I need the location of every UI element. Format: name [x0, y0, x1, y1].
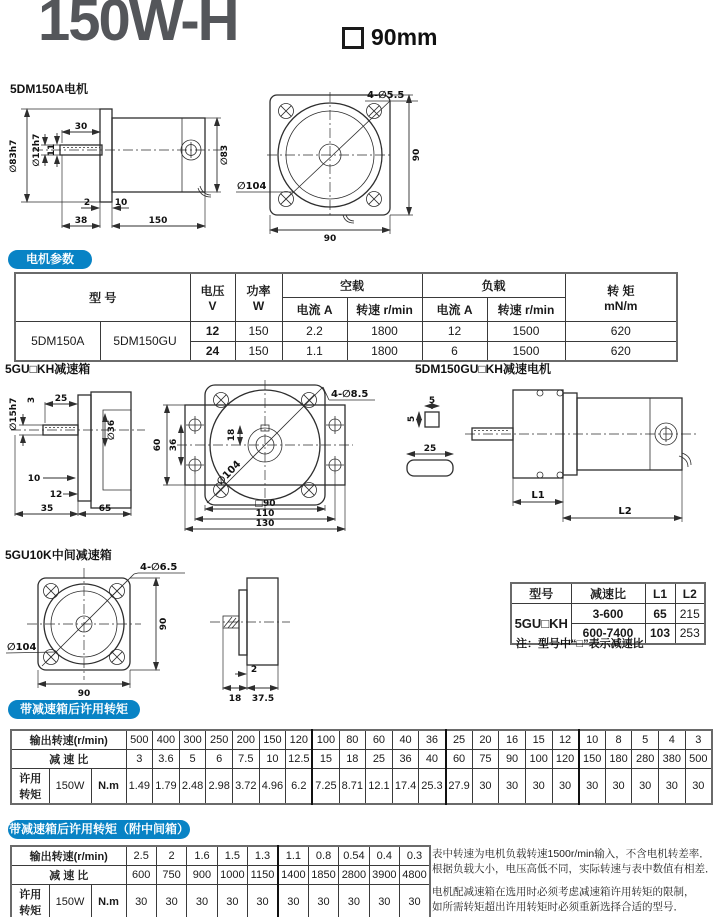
cell: 10	[259, 750, 286, 769]
dim-label: 110	[255, 509, 275, 519]
dim-label: ∅104	[215, 458, 244, 488]
cell: 1.49	[126, 769, 153, 805]
cell: 30	[187, 885, 217, 917]
cell: 120	[552, 750, 579, 769]
cell: 280	[632, 750, 659, 769]
cell: 103	[645, 624, 675, 644]
footnote-speed	[432, 847, 720, 876]
page-title: 150W-H	[38, 0, 238, 53]
col-header-load-current: 电流 A	[422, 297, 487, 321]
row-header-ratio: 减 速 比	[11, 750, 126, 769]
dim-label: ∅36	[107, 419, 117, 441]
cell: 400	[153, 730, 180, 750]
cell: 24	[190, 341, 235, 361]
cell: 150	[235, 321, 282, 341]
dim-label: 37.5	[251, 694, 275, 704]
col-header-ratio: 减速比	[571, 583, 645, 604]
cell: 25.3	[419, 769, 446, 805]
col-header-load-speed: 转速 r/min	[487, 297, 565, 321]
motor-params-table	[14, 272, 678, 362]
cell: 3	[126, 750, 153, 769]
cell: 8.71	[339, 769, 366, 805]
cell: 0.54	[339, 846, 369, 866]
cell: 2800	[339, 866, 369, 885]
dim-label: 25	[54, 394, 68, 404]
cell: 1.1	[282, 341, 347, 361]
dim-label: □90	[254, 499, 276, 509]
dim-label: 90	[77, 689, 91, 699]
col-header-noload: 空载	[282, 273, 422, 297]
dim-label: 10	[27, 474, 41, 484]
dim-label: 18	[228, 694, 242, 704]
cell: 600-7400	[571, 624, 645, 644]
dim-label: 10	[114, 198, 128, 208]
row-header-allowable-torque: 许用 转矩	[11, 885, 49, 917]
section-badge-params: 电机参数	[8, 250, 92, 269]
dim-label: ∅83	[220, 144, 230, 166]
row-header-allowable-torque: 许用 转矩	[11, 769, 49, 805]
cell: 30	[472, 769, 499, 805]
cell: 30	[579, 769, 606, 805]
cell: 4	[659, 730, 686, 750]
cell: 1.79	[153, 769, 180, 805]
cell: 6	[422, 341, 487, 361]
cell: 7.25	[312, 769, 339, 805]
cell: 18	[339, 750, 366, 769]
dim-label: 90	[159, 617, 169, 631]
cell: 3.6	[153, 750, 180, 769]
cell: 7.5	[233, 750, 260, 769]
cell: 8	[605, 730, 632, 750]
cell: 1.5	[217, 846, 247, 866]
dim-label: 18	[227, 428, 237, 442]
cell: 1.6	[187, 846, 217, 866]
dim-label: ∅15h7	[9, 397, 19, 431]
dim-label: 150	[148, 216, 168, 226]
cell: 10	[579, 730, 606, 750]
cell: 1500	[487, 321, 565, 341]
cell: 30	[632, 769, 659, 805]
cell: 100	[525, 750, 552, 769]
cell: 25	[366, 750, 393, 769]
cell: 5	[179, 750, 206, 769]
col-header-power: 功率 W	[235, 273, 282, 321]
cell: 12.1	[366, 769, 393, 805]
cell: 27.9	[446, 769, 473, 805]
cell: 6.2	[286, 769, 313, 805]
col-header-model: 型 号	[15, 273, 190, 321]
cell: 30	[339, 885, 369, 917]
col-header-l2: L2	[675, 583, 705, 604]
cell: 30	[552, 769, 579, 805]
section-badge-torque1: 带减速箱后许用转矩	[8, 700, 140, 719]
cell: 30	[659, 769, 686, 805]
cell: 2.98	[206, 769, 233, 805]
cell: 215	[675, 604, 705, 624]
col-header-load: 负载	[422, 273, 565, 297]
cell: 30	[685, 769, 712, 805]
dim-label: 3	[27, 396, 37, 404]
cell: 30	[126, 885, 156, 917]
col-header-noload-current: 电流 A	[282, 297, 347, 321]
cell: 65	[645, 604, 675, 624]
gearbox-drawing-label: 5GU□KH减速箱	[5, 362, 91, 376]
cell: 30	[499, 769, 526, 805]
hole-callout: 4-∅6.5	[140, 562, 178, 573]
cell: 30	[217, 885, 247, 917]
cell: 20	[472, 730, 499, 750]
cell: 30	[525, 769, 552, 805]
midbox-drawing-label: 5GU10K中间减速箱	[5, 548, 112, 562]
hole-callout: 4-∅8.5	[331, 389, 369, 400]
col-header-torque: 转 矩 mN/m	[565, 273, 677, 321]
col-header-voltage: 电压 V	[190, 273, 235, 321]
cell: 500	[685, 750, 712, 769]
cell: 60	[446, 750, 473, 769]
motor-drawing-label: 5DM150A电机	[10, 82, 89, 96]
gearbox-drawing	[5, 378, 400, 536]
cell: 40	[392, 730, 419, 750]
cell: 1800	[347, 321, 422, 341]
cell: 1800	[347, 341, 422, 361]
cell: 620	[565, 321, 677, 341]
cell: 6	[206, 750, 233, 769]
model-a-cell: 5DM150A	[15, 321, 100, 361]
gearmotor-drawing-label: 5DM150GU□KH减速电机	[415, 362, 551, 376]
motor-drawing	[5, 90, 435, 242]
cell: 750	[156, 866, 186, 885]
cell: 3900	[369, 866, 399, 885]
cell: 17.4	[392, 769, 419, 805]
cell: 15	[312, 750, 339, 769]
cell: 80	[339, 730, 366, 750]
dim-label: 5	[428, 396, 436, 406]
cell: 1500	[487, 341, 565, 361]
cell: 3-600	[571, 604, 645, 624]
dim-label: 38	[74, 216, 88, 226]
cell: 25	[446, 730, 473, 750]
cell: 100	[312, 730, 339, 750]
cell: 120	[286, 730, 313, 750]
cell: 30	[308, 885, 338, 917]
cell: 380	[659, 750, 686, 769]
footnote-line: 电机配减速箱在选用时必须考虑减速箱许用转矩的限制，	[432, 886, 695, 898]
cell: 1400	[278, 866, 308, 885]
cell: 1.3	[248, 846, 278, 866]
cell: 150	[235, 341, 282, 361]
gearmotor-drawing	[405, 378, 717, 540]
cell: 250	[206, 730, 233, 750]
hole-callout: 4-∅5.5	[367, 90, 405, 101]
row-header-unit: N.m	[91, 885, 126, 917]
cell: 2.2	[282, 321, 347, 341]
row-header-wattage: 150W	[49, 769, 91, 805]
dim-label: 2	[83, 198, 91, 208]
cell: 4.96	[259, 769, 286, 805]
cell: 1000	[217, 866, 247, 885]
cell: 12	[552, 730, 579, 750]
col-header-l1: L1	[645, 583, 675, 604]
section-badge-torque2: 带减速箱后许用转矩（附中间箱）	[8, 820, 190, 839]
footnote-line: 根据负载大小，电压高低不同，实际转速与表中数值有相差．	[432, 862, 716, 875]
model-cell: 5GU□KH	[511, 604, 571, 644]
cell: 90	[499, 750, 526, 769]
dim-label: ∅104	[237, 181, 267, 192]
cell: 75	[472, 750, 499, 769]
cell: 30	[156, 885, 186, 917]
torque-table-1	[10, 729, 713, 805]
footnote-line: 如所需转矩超出许用转矩时必须重新选择合适的型号．	[432, 900, 684, 913]
cell: 253	[675, 624, 705, 644]
midbox-drawing	[5, 560, 295, 710]
dim-label: 12	[49, 490, 63, 500]
cell: 30	[605, 769, 632, 805]
model-b-cell: 5DM150GU	[100, 321, 190, 361]
dim-label: 36	[169, 438, 179, 452]
cell: 30	[248, 885, 278, 917]
cell: 620	[565, 341, 677, 361]
cell: 0.3	[400, 846, 430, 866]
dim-label: 2	[250, 665, 258, 675]
cell: 1150	[248, 866, 278, 885]
cell: 12	[190, 321, 235, 341]
cell: 900	[187, 866, 217, 885]
cell: 0.4	[369, 846, 399, 866]
row-header-wattage: 150W	[49, 885, 91, 917]
cell: 12	[422, 321, 487, 341]
cell: 15	[525, 730, 552, 750]
cell: 180	[605, 750, 632, 769]
cell: 3.72	[233, 769, 260, 805]
col-header-noload-speed: 转速 r/min	[347, 297, 422, 321]
cell: 36	[419, 730, 446, 750]
square-frame-icon	[342, 27, 364, 49]
cell: 300	[179, 730, 206, 750]
dim-label: ∅104	[7, 642, 37, 653]
row-header-ratio: 减 速 比	[11, 866, 126, 885]
dim-label: L1	[531, 490, 545, 501]
cell: 16	[499, 730, 526, 750]
cell: 0.8	[308, 846, 338, 866]
cell: 30	[400, 885, 430, 917]
row-header-output-speed: 输出转速(r/min)	[11, 730, 126, 750]
dim-label: 60	[153, 438, 163, 452]
cell: 500	[126, 730, 153, 750]
dim-label: 5	[407, 415, 417, 423]
cell: 30	[369, 885, 399, 917]
dim-label: 65	[98, 504, 112, 514]
dim-label: 90	[323, 234, 337, 242]
dim-label: ∅12h7	[32, 133, 42, 167]
cell: 2	[156, 846, 186, 866]
cell: 40	[419, 750, 446, 769]
ratio-table-note: 注：型号中“□”表示减速比	[516, 638, 644, 650]
col-header-model: 型号	[511, 583, 571, 604]
frame-size-label: 90mm	[371, 24, 438, 50]
footnote-line: 表中转速为电机负载转速1500r/min输入，不含电机转差率．	[432, 848, 710, 860]
cell: 3	[685, 730, 712, 750]
dim-label: 35	[40, 504, 54, 514]
dim-label: 130	[255, 519, 275, 529]
cell: 200	[233, 730, 260, 750]
row-header-output-speed: 输出转速(r/min)	[11, 846, 126, 866]
cell: 36	[392, 750, 419, 769]
cell: 2.48	[179, 769, 206, 805]
dim-label: ∅83h7	[9, 139, 19, 173]
dim-label: 90	[412, 148, 422, 162]
frame-size	[342, 24, 437, 51]
footnote-torque	[432, 885, 720, 914]
cell: 150	[259, 730, 286, 750]
dim-label: 25	[423, 444, 437, 454]
cell: 1.1	[278, 846, 308, 866]
cell: 150	[579, 750, 606, 769]
dim-label: 30	[74, 122, 88, 132]
torque-table-2	[10, 845, 431, 917]
cell: 12.5	[286, 750, 313, 769]
cell: 2.5	[126, 846, 156, 866]
cell: 30	[278, 885, 308, 917]
cell: 5	[632, 730, 659, 750]
cell: 1850	[308, 866, 338, 885]
cell: 60	[366, 730, 393, 750]
cell: 600	[126, 866, 156, 885]
dim-label: L2	[618, 506, 632, 517]
dim-label: 11	[47, 143, 57, 157]
row-header-unit: N.m	[91, 769, 126, 805]
cell: 4800	[400, 866, 430, 885]
